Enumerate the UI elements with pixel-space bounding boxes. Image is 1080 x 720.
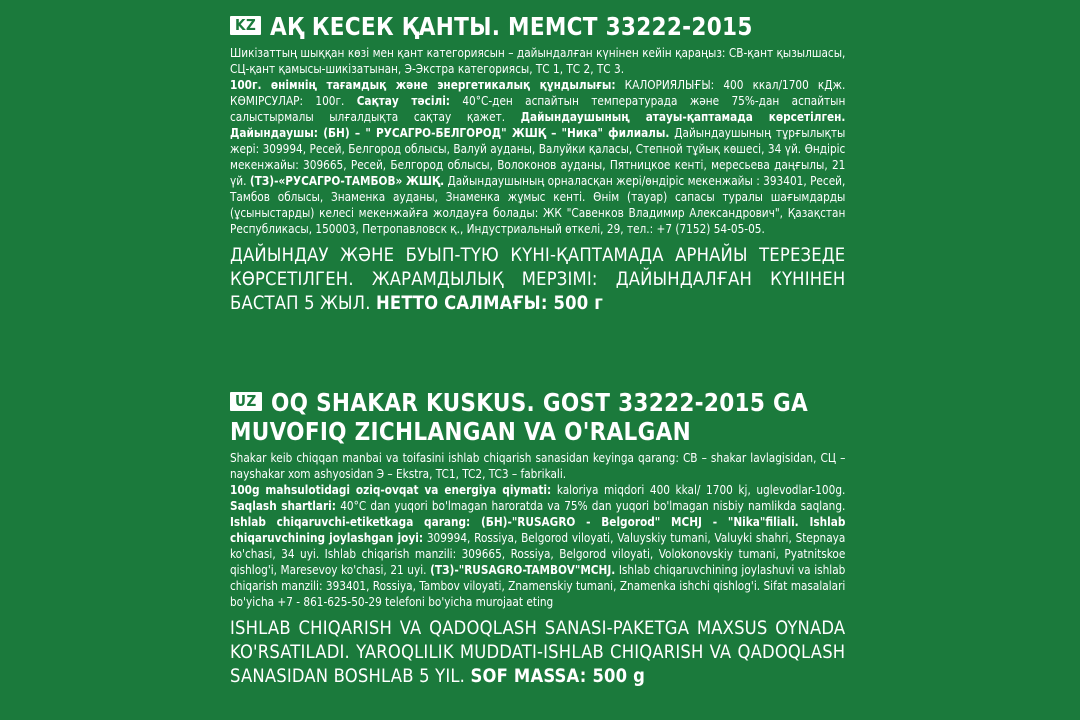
uz-manufacturer-heading: Ishlab chiqaruvchi-etiketkaga qarang: (БН)-"RUSAGRO - Belgorod" MCHJ - "Nika"filiali. Ishlab chiqaruvchining joylashgan joyi: (230, 515, 846, 545)
kz-manufacturer-heading: Дайындаушының атауы-қаптамада көрсетілген. Дайындаушы: (БН) – " РУСАГРО-БЕЛГОРОД" ЖШҚ – "Ника" филиалы. (230, 110, 846, 140)
uz-language-badge: UZ (230, 392, 262, 411)
uz-shelf-life (230, 616, 845, 688)
uz-section (230, 388, 846, 688)
kz-body-text (230, 45, 845, 237)
uz-shelf-life-text: ISHLAB CHIQARISH VA QADOQLASH SANASI-PAKETGA MAXSUS OYNADA KO'RSATILADI. YAROQLILIK MUDDATI-ISHLAB CHIQARISH VA QADOQLASH SANASIDAN BOSHLAB 5 YIL. (230, 617, 846, 687)
uz-storage-text: 40°C dan yuqori bo'lmagan haroratda va 75% dan yuqori bo'lmagan nisbiy namlikda saqlang. (336, 499, 846, 513)
kz-net-weight: НЕТТО САЛМАҒЫ: 500 г (376, 292, 603, 314)
uz-manufacturer-text: 309994, Rossiya, Belgorod viloyati, Valuyskiy tumani, Valuyki shahri, Stepnaya ko'chasi, 34 uyi. Ishlab chiqarish manzili: 309665, Rossiya, Belgorod viloyati, Volokonovskiy tumani, Pyatnitskoe qishlog'i, Maresevoy ko'chasi, 21 uyi. (230, 531, 846, 577)
kz-manufacturer-text: Дайындаушының тұрғылықты жері: 309994, Ресей, Белгород облысы, Валуй ауданы, Валуйки қаласы, Степной тұйық көшесі, 34 үй. Өндіріс мекенжайы: 309665, Ресей, Белгород облысы, Волоконов ауданы, Пятницкое кенті, мересьева даңғылы, 21 үй. (230, 126, 846, 188)
kz-nutrition-text: КАЛОРИЯЛЫҒЫ: 400 ккал/1700 кДж. КӨМІРСУЛАР: 100г. (230, 78, 846, 108)
kz-tambov-heading: (ТЗ)-«РУСАГРО-ТАМБОВ» ЖШҚ. (249, 174, 445, 188)
kz-language-badge: KZ (230, 16, 261, 35)
uz-title-line-2: MUVOFIQ ZICHLANGAN VA O'RALGAN (230, 417, 691, 446)
uz-storage-heading: Saqlash shartlari: (230, 499, 337, 513)
uz-paragraph-details (230, 482, 845, 610)
uz-paragraph-origin: Shakar keib chiqqan manbai va toifasini ishlab chiqarish sanasidan keyinga qarang: CB – shakar lavlagisidan, СЦ – nayshakar xom ashyosidan Э – Ekstra, TC1, TC2, TC3 – fabrikali. (230, 451, 846, 481)
kz-section (230, 12, 846, 315)
uz-body-text (230, 450, 845, 610)
kz-title: АҚ КЕСЕК ҚАНТЫ. МЕМСТ 33222-2015 (270, 12, 753, 41)
kz-shelf-life-text: ДАЙЫНДАУ ЖӘНЕ БУЫП-ТҮЮ КҮНІ-ҚАПТАМАДА АРНАЙЫ ТЕРЕЗЕДЕ КӨРСЕТІЛГЕН. ЖАРАМДЫЛЫҚ МЕРЗІМІ: ДАЙЫНДАЛҒАН КҮНІНЕН БАСТАП 5 ЖЫЛ. (230, 244, 846, 314)
kz-tambov-text: Дайындаушының орналасқан жері/өндіріс мекенжайы : 393401, Ресей, Тамбов облысы, Знаменка ауданы, Знаменка жұмыс кенті. Өнім (тауар) сапасы туралы шағымдарды (ұсыныстарды) келесі мекенжайға жолдауға болады: ЖК "Савенков Владимир Александрович", Қазақстан Республикасы, 150003, Петропавловск қ., Индустриальный өткелі, 29, тел.: +7 (7152) 54-05-05. (230, 174, 846, 236)
kz-paragraph-origin: Шикізаттың шыққан көзі мен қант категориясын – дайындалған күнінен кейін қараңыз: СВ-қант қызылшасы, СЦ-қант қамысы-шикізатынан, Э-Экстра категориясы, ТС 1, ТС 2, ТС 3. (230, 46, 846, 76)
kz-storage-text: 40°С-ден аспайтын температурада және 75%-дан аспайтын салыстырмалы ылғалдықта сақтау қажет. (230, 94, 846, 124)
uz-nutrition-text: kaloriya miqdori 400 kkal/ 1700 kj, uglevodlar-100g. (551, 483, 846, 497)
kz-title-row (230, 12, 846, 41)
uz-title-line-1: OQ SHAKAR KUSKUS. GOST 33222-2015 GA (270, 388, 808, 417)
uz-title-row (230, 388, 846, 417)
kz-paragraph-details (230, 77, 845, 237)
uz-nutrition-heading: 100g mahsulotidagi oziq-ovqat va energiya qiymati: (230, 483, 552, 497)
kz-shelf-life (230, 243, 845, 315)
kz-storage-heading: Сақтау тәсілі: (356, 94, 451, 108)
uz-net-weight: SOF MASSA: 500 g (470, 665, 646, 687)
uz-title (271, 388, 808, 417)
uz-tambov-text: Ishlab chiqaruvchining joylashuvi va ishlab chiqarish manzili: 393401, Rossiya, Tambov viloyati, Znamenskiy tumani, Znamenka ishchi qishlog'i. Sifat masalalari bo'yicha +7 - 861-625-50-29 telefoni bo'yicha murojaat eting (230, 563, 846, 609)
kz-nutrition-heading: 100г. өнімнің тағамдық және энергетикалық құндылығы: (230, 78, 616, 92)
uz-title-continued (230, 417, 821, 446)
uz-tambov-heading: (ТЗ)-"RUSAGRO-TAMBOV"MCHJ. (430, 563, 616, 577)
